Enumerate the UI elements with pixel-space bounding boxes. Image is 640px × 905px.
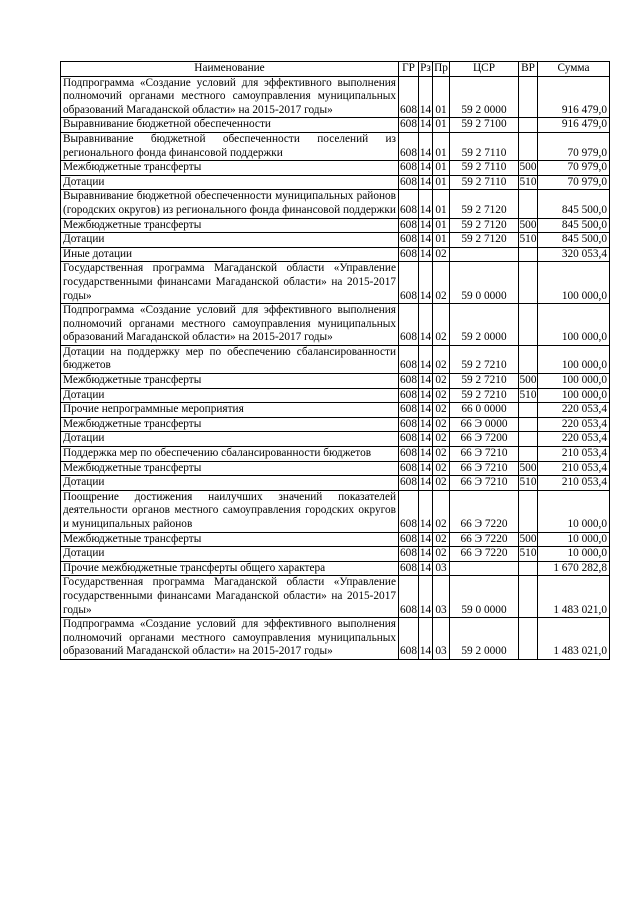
row-vr xyxy=(519,190,538,218)
row-sum: 100 000,0 xyxy=(538,262,610,304)
row-pr: 02 xyxy=(433,547,450,562)
table-row xyxy=(61,547,610,562)
row-gr: 608 xyxy=(399,576,419,618)
row-name: Государственная программа Магаданской области «Управление государственными финансами Магаданской области» на 2015-2017 годы» xyxy=(61,262,399,304)
row-csr: 59 2 0000 xyxy=(450,304,519,346)
row-rz: 14 xyxy=(419,374,433,389)
row-vr: 510 xyxy=(519,233,538,248)
row-rz: 14 xyxy=(419,233,433,248)
table-row xyxy=(61,618,610,660)
row-gr: 608 xyxy=(399,345,419,373)
row-gr: 608 xyxy=(399,233,419,248)
row-rz: 14 xyxy=(419,576,433,618)
row-gr: 608 xyxy=(399,247,419,262)
row-csr: 59 2 7210 xyxy=(450,374,519,389)
row-name: Выравнивание бюджетной обеспеченности xyxy=(61,118,399,133)
row-csr: 59 2 7120 xyxy=(450,233,519,248)
row-pr: 01 xyxy=(433,132,450,160)
row-pr: 02 xyxy=(433,388,450,403)
row-rz: 14 xyxy=(419,161,433,176)
row-pr: 02 xyxy=(433,403,450,418)
row-csr: 59 2 7210 xyxy=(450,345,519,373)
table-row xyxy=(61,190,610,218)
row-gr: 608 xyxy=(399,547,419,562)
row-sum: 220 053,4 xyxy=(538,432,610,447)
row-sum: 70 979,0 xyxy=(538,175,610,190)
row-csr: 66 Э 7220 xyxy=(450,490,519,532)
row-vr: 500 xyxy=(519,218,538,233)
table-body xyxy=(61,76,610,659)
row-rz: 14 xyxy=(419,118,433,133)
row-name: Подпрограмма «Создание условий для эффективного выполнения полномочий органами местного самоуправления муниципальных образований Магаданской области» на 2015-2017 годы» xyxy=(61,618,399,660)
row-sum: 220 053,4 xyxy=(538,417,610,432)
row-vr xyxy=(519,132,538,160)
row-vr xyxy=(519,432,538,447)
row-sum: 10 000,0 xyxy=(538,547,610,562)
row-pr: 01 xyxy=(433,190,450,218)
row-name: Дотации xyxy=(61,547,399,562)
table-row xyxy=(61,118,610,133)
table-row xyxy=(61,175,610,190)
row-pr: 02 xyxy=(433,345,450,373)
header-gr: ГР xyxy=(399,62,419,77)
row-sum: 10 000,0 xyxy=(538,532,610,547)
row-csr: 66 Э 7220 xyxy=(450,547,519,562)
row-name: Иные дотации xyxy=(61,247,399,262)
row-name: Дотации xyxy=(61,233,399,248)
row-rz: 14 xyxy=(419,345,433,373)
table-row xyxy=(61,76,610,118)
row-name: Межбюджетные трансферты xyxy=(61,417,399,432)
row-sum: 916 479,0 xyxy=(538,76,610,118)
row-gr: 608 xyxy=(399,403,419,418)
row-csr: 59 2 7120 xyxy=(450,218,519,233)
row-csr xyxy=(450,247,519,262)
row-rz: 14 xyxy=(419,262,433,304)
row-name: Межбюджетные трансферты xyxy=(61,532,399,547)
row-name: Поддержка мер по обеспечению сбалансированности бюджетов xyxy=(61,447,399,462)
row-name: Выравнивание бюджетной обеспеченности поселений из регионального фонда финансовой поддержки xyxy=(61,132,399,160)
row-vr: 510 xyxy=(519,476,538,491)
row-rz: 14 xyxy=(419,618,433,660)
row-sum: 100 000,0 xyxy=(538,374,610,389)
table-row xyxy=(61,161,610,176)
row-sum: 70 979,0 xyxy=(538,161,610,176)
row-vr xyxy=(519,561,538,576)
row-gr: 608 xyxy=(399,490,419,532)
row-pr: 02 xyxy=(433,432,450,447)
row-rz: 14 xyxy=(419,76,433,118)
row-vr: 510 xyxy=(519,388,538,403)
row-rz: 14 xyxy=(419,403,433,418)
table-row xyxy=(61,417,610,432)
row-csr: 59 2 7110 xyxy=(450,132,519,160)
row-rz: 14 xyxy=(419,388,433,403)
header-sum: Сумма xyxy=(538,62,610,77)
row-vr: 500 xyxy=(519,161,538,176)
table-row xyxy=(61,304,610,346)
table-row xyxy=(61,262,610,304)
row-csr: 59 2 7100 xyxy=(450,118,519,133)
table-row xyxy=(61,403,610,418)
table-row xyxy=(61,561,610,576)
row-pr: 01 xyxy=(433,76,450,118)
row-pr: 02 xyxy=(433,532,450,547)
row-pr: 02 xyxy=(433,247,450,262)
row-rz: 14 xyxy=(419,304,433,346)
row-csr: 59 0 0000 xyxy=(450,576,519,618)
row-vr xyxy=(519,345,538,373)
row-rz: 14 xyxy=(419,490,433,532)
row-gr: 608 xyxy=(399,161,419,176)
row-csr: 59 2 7120 xyxy=(450,190,519,218)
row-gr: 608 xyxy=(399,118,419,133)
table-row xyxy=(61,374,610,389)
table-row xyxy=(61,233,610,248)
row-vr xyxy=(519,618,538,660)
row-csr xyxy=(450,561,519,576)
row-sum: 845 500,0 xyxy=(538,190,610,218)
row-gr: 608 xyxy=(399,618,419,660)
table-row xyxy=(61,490,610,532)
table-row xyxy=(61,532,610,547)
header-vr: ВР xyxy=(519,62,538,77)
table-row xyxy=(61,447,610,462)
row-gr: 608 xyxy=(399,262,419,304)
table-row xyxy=(61,132,610,160)
row-gr: 608 xyxy=(399,132,419,160)
row-vr: 500 xyxy=(519,374,538,389)
row-vr xyxy=(519,417,538,432)
row-pr: 02 xyxy=(433,490,450,532)
row-csr: 66 Э 7220 xyxy=(450,532,519,547)
table-row xyxy=(61,388,610,403)
row-gr: 608 xyxy=(399,218,419,233)
row-rz: 14 xyxy=(419,532,433,547)
row-pr: 01 xyxy=(433,233,450,248)
row-rz: 14 xyxy=(419,547,433,562)
row-sum: 320 053,4 xyxy=(538,247,610,262)
row-name: Прочие межбюджетные трансферты общего характера xyxy=(61,561,399,576)
row-name: Выравнивание бюджетной обеспеченности муниципальных районов (городских округов) из регионального фонда финансовой поддержки xyxy=(61,190,399,218)
table-row xyxy=(61,218,610,233)
row-vr xyxy=(519,118,538,133)
row-sum: 100 000,0 xyxy=(538,345,610,373)
row-name: Прочие непрограммные мероприятия xyxy=(61,403,399,418)
row-csr: 59 2 0000 xyxy=(450,618,519,660)
row-sum: 210 053,4 xyxy=(538,461,610,476)
row-csr: 66 Э 7210 xyxy=(450,461,519,476)
row-vr xyxy=(519,247,538,262)
row-csr: 59 0 0000 xyxy=(450,262,519,304)
row-pr: 03 xyxy=(433,576,450,618)
row-csr: 66 0 0000 xyxy=(450,403,519,418)
row-vr: 510 xyxy=(519,175,538,190)
row-sum: 100 000,0 xyxy=(538,304,610,346)
row-gr: 608 xyxy=(399,561,419,576)
row-gr: 608 xyxy=(399,447,419,462)
row-sum: 220 053,4 xyxy=(538,403,610,418)
row-pr: 02 xyxy=(433,417,450,432)
row-csr: 59 2 7110 xyxy=(450,161,519,176)
row-pr: 02 xyxy=(433,447,450,462)
row-gr: 608 xyxy=(399,374,419,389)
row-name: Межбюджетные трансферты xyxy=(61,461,399,476)
table-row xyxy=(61,345,610,373)
row-csr: 59 2 7210 xyxy=(450,388,519,403)
row-gr: 608 xyxy=(399,432,419,447)
budget-table xyxy=(60,61,610,660)
table-row xyxy=(61,461,610,476)
row-sum: 100 000,0 xyxy=(538,388,610,403)
row-rz: 14 xyxy=(419,461,433,476)
row-rz: 14 xyxy=(419,247,433,262)
row-rz: 14 xyxy=(419,561,433,576)
row-sum: 70 979,0 xyxy=(538,132,610,160)
row-rz: 14 xyxy=(419,218,433,233)
row-pr: 02 xyxy=(433,304,450,346)
row-csr: 66 Э 7210 xyxy=(450,476,519,491)
row-name: Дотации xyxy=(61,388,399,403)
row-gr: 608 xyxy=(399,476,419,491)
row-pr: 01 xyxy=(433,175,450,190)
row-name: Межбюджетные трансферты xyxy=(61,218,399,233)
row-name: Дотации на поддержку мер по обеспечению сбалансированности бюджетов xyxy=(61,345,399,373)
row-name: Дотации xyxy=(61,476,399,491)
row-pr: 01 xyxy=(433,118,450,133)
row-sum: 845 500,0 xyxy=(538,233,610,248)
row-name: Дотации xyxy=(61,175,399,190)
row-csr: 66 Э 0000 xyxy=(450,417,519,432)
row-rz: 14 xyxy=(419,432,433,447)
table-row xyxy=(61,476,610,491)
row-pr: 02 xyxy=(433,461,450,476)
row-gr: 608 xyxy=(399,388,419,403)
row-pr: 02 xyxy=(433,374,450,389)
row-vr xyxy=(519,403,538,418)
row-csr: 59 2 7110 xyxy=(450,175,519,190)
row-sum: 1 670 282,8 xyxy=(538,561,610,576)
row-pr: 03 xyxy=(433,561,450,576)
row-rz: 14 xyxy=(419,132,433,160)
row-sum: 916 479,0 xyxy=(538,118,610,133)
row-gr: 608 xyxy=(399,461,419,476)
header-rz: Рз xyxy=(419,62,433,77)
header-name: Наименование xyxy=(61,62,399,77)
row-name: Поощрение достижения наилучших значений показателей деятельности органов местного самоуправления городских округов и муниципальных районов xyxy=(61,490,399,532)
row-vr xyxy=(519,447,538,462)
row-vr: 500 xyxy=(519,461,538,476)
row-csr: 66 Э 7210 xyxy=(450,447,519,462)
row-name: Подпрограмма «Создание условий для эффективного выполнения полномочий органами местного самоуправления муниципальных образований Магаданской области» на 2015-2017 годы» xyxy=(61,304,399,346)
row-name: Дотации xyxy=(61,432,399,447)
row-pr: 02 xyxy=(433,262,450,304)
row-vr xyxy=(519,576,538,618)
row-sum: 210 053,4 xyxy=(538,476,610,491)
row-rz: 14 xyxy=(419,190,433,218)
row-vr: 500 xyxy=(519,532,538,547)
table-row xyxy=(61,576,610,618)
row-name: Подпрограмма «Создание условий для эффективного выполнения полномочий органами местного самоуправления муниципальных образований Магаданской области» на 2015-2017 годы» xyxy=(61,76,399,118)
table-row xyxy=(61,247,610,262)
header-pr: Пр xyxy=(433,62,450,77)
row-name: Межбюджетные трансферты xyxy=(61,161,399,176)
row-rz: 14 xyxy=(419,175,433,190)
row-vr: 510 xyxy=(519,547,538,562)
row-name: Межбюджетные трансферты xyxy=(61,374,399,389)
row-gr: 608 xyxy=(399,76,419,118)
row-gr: 608 xyxy=(399,417,419,432)
header-csr: ЦСР xyxy=(450,62,519,77)
row-gr: 608 xyxy=(399,175,419,190)
row-pr: 02 xyxy=(433,476,450,491)
row-gr: 608 xyxy=(399,304,419,346)
row-gr: 608 xyxy=(399,532,419,547)
row-name: Государственная программа Магаданской области «Управление государственными финансами Магаданской области» на 2015-2017 годы» xyxy=(61,576,399,618)
row-sum: 210 053,4 xyxy=(538,447,610,462)
row-sum: 1 483 021,0 xyxy=(538,576,610,618)
row-sum: 1 483 021,0 xyxy=(538,618,610,660)
row-vr xyxy=(519,76,538,118)
row-vr xyxy=(519,490,538,532)
row-rz: 14 xyxy=(419,447,433,462)
row-rz: 14 xyxy=(419,476,433,491)
row-sum: 10 000,0 xyxy=(538,490,610,532)
table-header-row xyxy=(61,62,610,77)
row-rz: 14 xyxy=(419,417,433,432)
row-pr: 01 xyxy=(433,218,450,233)
row-vr xyxy=(519,304,538,346)
row-vr xyxy=(519,262,538,304)
row-csr: 66 Э 7200 xyxy=(450,432,519,447)
table-row xyxy=(61,432,610,447)
row-pr: 03 xyxy=(433,618,450,660)
row-sum: 845 500,0 xyxy=(538,218,610,233)
row-pr: 01 xyxy=(433,161,450,176)
row-csr: 59 2 0000 xyxy=(450,76,519,118)
row-gr: 608 xyxy=(399,190,419,218)
